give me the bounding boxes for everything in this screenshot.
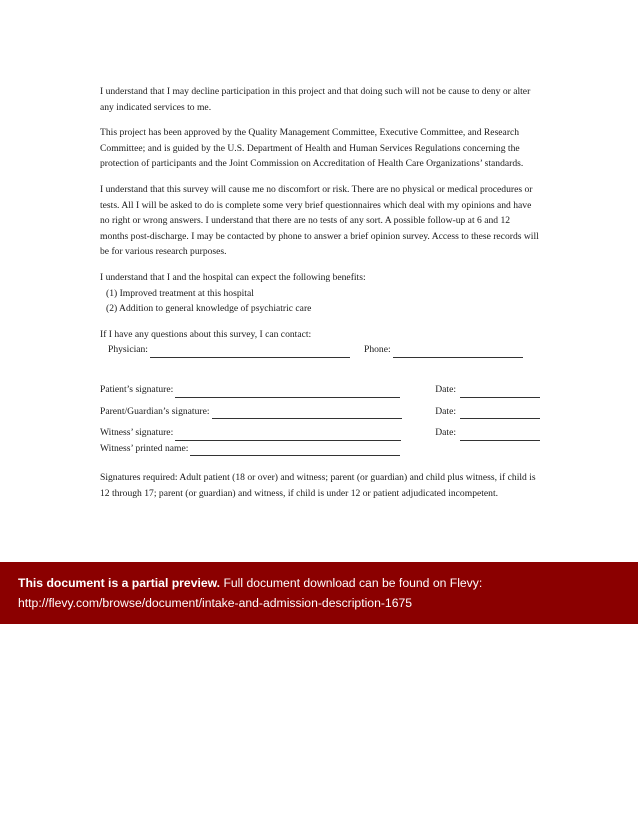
paragraph-benefits: I understand that I and the hospital can expect the following benefits: [100, 271, 366, 283]
witness-date-field[interactable] [460, 429, 540, 441]
paragraph-risk: I understand that this survey will cause me no discomfort or risk. There are no physical or medical procedures or tests. All I will be asked to do is complete some very brief questionnaires which deal with my opinions and have no right or wrong answers. I understand that there are no tests of any sort. A possible follow-up at 6 and 12 months post-discharge. I may be contacted by phone to answer a brief opinion survey. Access to these records will be for various research purposes. [100, 183, 539, 258]
banner-text: Full document download can be found on Flevy: [223, 576, 483, 590]
patient-signature-row [100, 382, 540, 398]
witness-signature-row [100, 425, 540, 441]
date-label: Date: [435, 427, 456, 439]
contact-section [100, 327, 540, 358]
witness-signature-label: Witness’ signature: [100, 427, 174, 439]
physician-line [100, 342, 540, 358]
banner-message [18, 573, 638, 593]
witness-printed-name-field[interactable] [190, 444, 400, 456]
preview-banner [0, 562, 638, 624]
phone-field[interactable] [393, 346, 523, 358]
guardian-signature-field[interactable] [212, 407, 402, 419]
benefit-item: (2) Addition to general knowledge of psychiatric care [106, 303, 312, 315]
physician-field[interactable] [150, 346, 350, 358]
consent-form-body [100, 84, 540, 511]
date-label: Date: [435, 383, 456, 395]
banner-bold-text: This document is a partial preview. [18, 576, 221, 590]
guardian-signature-row [100, 404, 540, 420]
date-label: Date: [435, 405, 456, 417]
witness-printed-name-label: Witness’ printed name: [100, 442, 189, 454]
patient-signature-field[interactable] [175, 386, 400, 398]
patient-date-field[interactable] [460, 386, 540, 398]
guardian-signature-label: Parent/Guardian’s signature: [100, 405, 210, 417]
phone-label: Phone: [363, 344, 391, 356]
contact-intro: If I have any questions about this survey, I can contact: [100, 328, 312, 340]
benefit-item: (1) Improved treatment at this hospital [106, 287, 254, 299]
paragraph-decline: I understand that I may decline participation in this project and that doing such will not be cause to deny or alter any indicated services to me. [100, 86, 531, 113]
witness-printed-name-row [100, 441, 540, 457]
paragraph-approval: This project has been approved by the Quality Management Committee, Executive Committee, and Research Committee; and is guided by the U.S. Department of Health and Human Services Regulations concerning the protection of participants and the Joint Commission on Accreditation of Health Care Organizations’ standards. [100, 127, 524, 170]
guardian-date-field[interactable] [460, 407, 540, 419]
physician-label: Physician: [108, 344, 148, 356]
benefits-section [100, 270, 540, 317]
patient-signature-label: Patient’s signature: [100, 383, 174, 395]
witness-signature-field[interactable] [175, 429, 401, 441]
banner-link[interactable]: http://flevy.com/browse/document/intake-and-admission-description-1675 [18, 596, 413, 610]
signature-requirements: Signatures required: Adult patient (18 or over) and witness; parent (or guardian) and child plus witness, if child is 12 through 17; parent (or guardian) and witness, if child is under 12 or patient adjudicated incompetent. [100, 472, 536, 499]
